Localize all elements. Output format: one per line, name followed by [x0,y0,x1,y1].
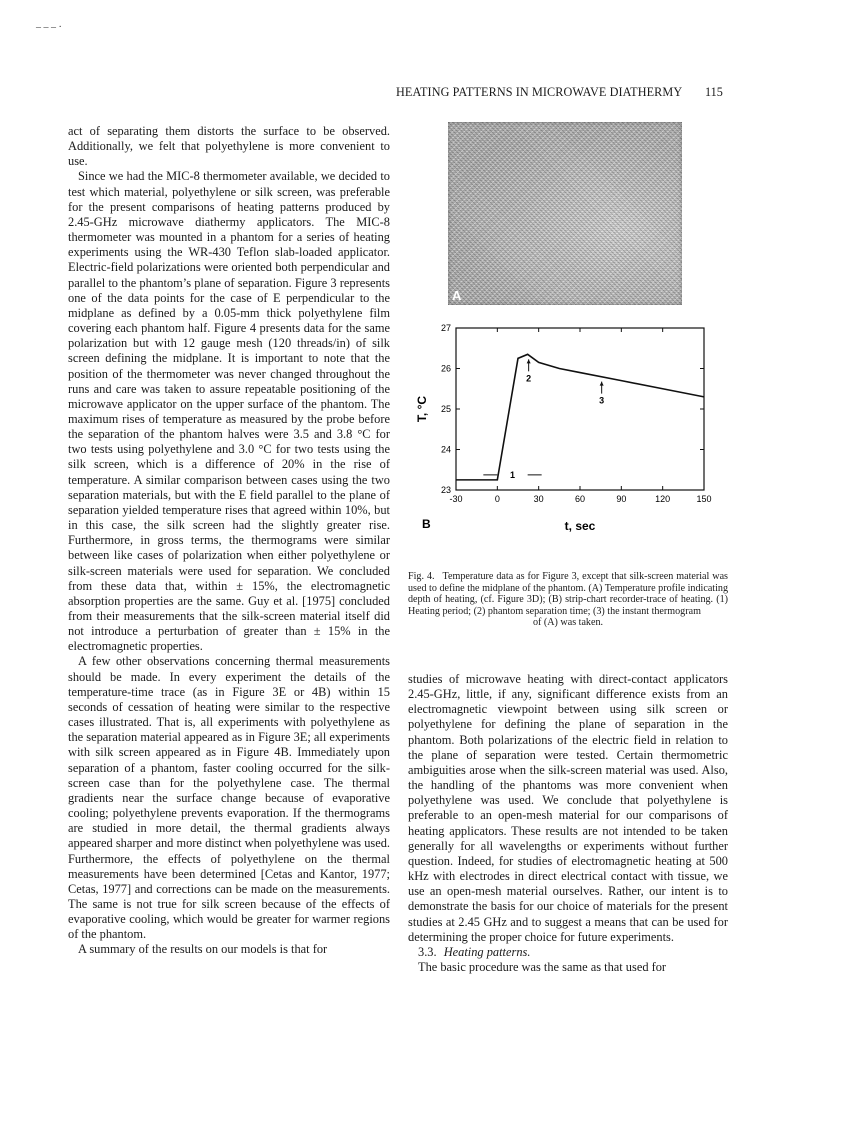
figure-caption [408,571,728,629]
panel-a-label: A [452,288,462,303]
annotation-arrowhead [600,382,604,386]
y-tick-label: 23 [440,485,451,495]
right-text-column [408,672,728,975]
caption-lead: Fig. 4. [408,571,435,582]
y-tick-label: 27 [440,323,451,333]
x-tick-label: 60 [574,494,586,504]
x-tick-label: -30 [449,494,463,504]
paragraph: A few other observations concerning thermal measurements should be made. In every experiment the details of the temperature-time trace (as in Figure 3E or 4B) within 15 seconds of cessation of heating were similar to the respective cases illustrated. That is, all experiments with polyethylene as the separation material appeared as in Figure 3E; all experiments with silk screen appeared as in Figure 4B. Immediately upon separation of a phantom, faster cooling occurred for the silk-screen case than for the polyethylene case. The thermal gradients near the surface change because of evaporative cooling; polyethylene prevents evaporation. If the thermograms are studied in more detail, the thermal gradients always appeared sharper and more distinct when polyethylene was used. Furthermore, the effects of polyethylene on the thermal measurements have been determined [Cetas and Kantor, 1977; Cetas, 1977] and corrections can be made on the measurements. The same is not true for silk screen because of the effects of evaporative cooling, which would be greater for warmer regions of the phantom. [68,654,390,942]
caption-body: Temperature data as for Figure 3, except that silk-screen material was used to define the midplane of the phantom. (A) Temperature profile indicating depth of heating, (cf. Figure 3D); (B) strip-chart recorder-trace of heating. (1) Heating period; (2) phantom separation time; (3) the instant thermogram [408,571,728,617]
section-heading [408,945,728,960]
figure-panel-b-chart [408,318,728,548]
section-number: 3.3. [418,944,437,959]
figure-panel-a-photo [448,122,682,305]
x-tick-label: 150 [696,494,712,504]
paragraph: act of separating them distorts the surface to be observed. Additionally, we felt that polyethylene is more convenient to use. [68,124,390,169]
annotation-label: 2 [526,373,532,384]
x-tick-label: 0 [494,494,500,504]
y-tick-label: 25 [440,404,451,414]
annotation-label: 1 [509,469,515,480]
temperature-chart [408,318,728,548]
paragraph: Since we had the MIC-8 thermometer available, we decided to test which material, polyethylene or silk screen, was preferable for the present comparisons of heating patterns produced by 2.45-GHz microwave diathermy applicators. The MIC-8 thermometer was mounted in a phantom for a series of heating experiments using the WR-430 Teflon slab-loaded applicator. Electric-field polarizations were oriented both perpendicular and parallel to the phantom’s plane of separation. Figure 3 represents one of the data points for the case of E perpendicular to the midplane as defined by a 0.05-mm thick polyethylene film covering each phantom half. Figure 4 presents data for the same polarization but with 12 gauge mesh (120 threads/in) of silk screen defining the midplane. It is important to note that the position of the thermometer was never changed throughout the runs and care was taken to assure repeatable positioning of the microwave applicator on the upper surface of the phantom. The maximum rises of temperature as measured by the probe before the separation of the phantom halves were 3.5 and 3.8 °C for two tests using polyethylene and 3.0 °C for two tests using the silk screen, which is a difference of 20% in the rise of temperature. A similar comparison between cases using the two separation materials, but with the E field parallel to the plane of separation yielded temperature rises that agreed within 10%, but in this case, the silk screen had the slightly greater rise. Furthermore, in gross terms, the thermograms were similar between like cases of polarization when either polyethylene or silk-screen materials were used for separation. We concluded from these data that, within ± 15%, the electromagnetic absorption properties are the same. Guy et al. [1975] concluded from their measurements that the silk-screen material itself did not introduce a perturbation of greater than ± 15% in the electromagnetic properties. [68,169,390,654]
panel-b-label: B [422,517,431,531]
paragraph: studies of microwave heating with direct-contact applicators 2.45-GHz, little, if any, significant difference exists from an electromagnetic viewpoint between using silk screen or polyethylene for defining the plane of separation in the phantom. Both polarizations of the electric field in relation to the plane of separation were tested. Certain thermometric ambiguities arose when the silk-screen material was used. Also, the handling of the phantoms was more convenient when polyethylene was used. We conclude that polyethylene is preferable to an open-mesh material for our comparisons of heating applicators. These results are not intended to be taken generally for all wavelengths or experiments without further question. Indeed, for studies of electromagnetic heating at 500 kHz with electrodes in direct electrical contact with tissue, we use an open-mesh material ourselves. Rather, our intent is to demonstrate the basis for our choice of materials for the present studies at 2.45 GHz and to suggest a means that can be used for determining the proper choice for future experiments. [408,672,728,944]
left-text-column [68,124,390,958]
caption-last-line: of (A) was taken. [532,617,604,629]
y-tick-label: 26 [440,363,451,374]
page-number: 115 [705,85,723,99]
x-tick-label: 120 [655,494,671,504]
x-tick-label: 90 [616,494,627,504]
section-title: Heating patterns. [443,944,531,959]
annotation-label: 3 [599,395,605,406]
temperature-trace [456,354,704,480]
x-tick-label: 30 [533,494,544,504]
y-axis-label: T, °C [415,395,429,423]
y-tick-label: 24 [440,444,451,455]
running-title: HEATING PATTERNS IN MICROWAVE DIATHERMY [396,85,683,99]
paragraph: A summary of the results on our models is that for [78,942,328,957]
annotation-arrowhead [527,359,531,363]
chart-frame [456,328,704,490]
scan-mark: – – – · [36,22,62,33]
paragraph: The basic procedure was the same as that used for [418,959,667,974]
x-axis-label: t, sec [564,519,596,533]
